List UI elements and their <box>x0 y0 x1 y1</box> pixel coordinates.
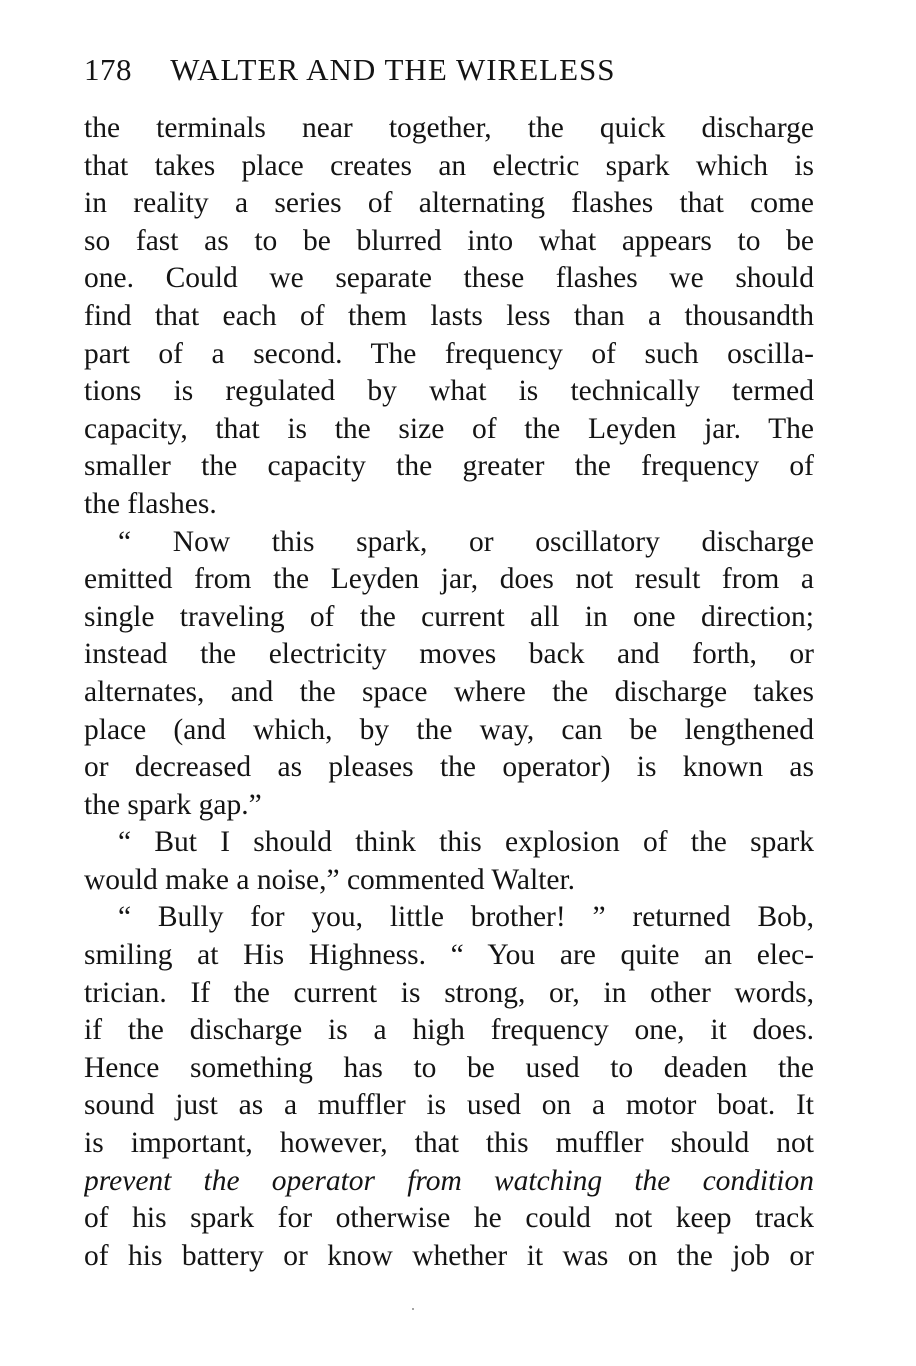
page-number: 178 <box>84 52 132 87</box>
running-head <box>84 50 744 90</box>
text-line: so fast as to be blurred into what appears to be <box>84 224 814 257</box>
text-line: part of a second. The frequency of such oscilla- <box>84 337 814 370</box>
text-line: alternates, and the space where the discharge takes <box>84 675 814 708</box>
text-line: sound just as a muffler is used on a motor boat. It <box>84 1089 814 1122</box>
paragraph-first-line: “ Bully for you, little brother! ” returned Bob, <box>118 901 814 934</box>
text-line: of his battery or know whether it was on the job or <box>84 1239 814 1272</box>
body-text <box>84 110 814 1275</box>
text-line: capacity, that is the size of the Leyden jar. The <box>84 412 814 445</box>
text-line: of his spark for otherwise he could not keep track <box>84 1202 814 1235</box>
print-speck <box>412 1308 414 1310</box>
text-line: place (and which, by the way, can be lengthened <box>84 713 814 746</box>
text-line: if the discharge is a high frequency one, it does. <box>84 1014 814 1047</box>
paragraph-last-line: the flashes. <box>84 487 217 520</box>
text-line: the terminals near together, the quick discharge <box>84 112 814 144</box>
text-line: instead the electricity moves back and forth, or <box>84 638 814 671</box>
text-line: emitted from the Leyden jar, does not result from a <box>84 563 814 596</box>
text-line-italic: prevent the operator from watching the condition <box>84 1164 814 1197</box>
text-line: in reality a series of alternating flashes that come <box>84 187 814 220</box>
text-line: trician. If the current is strong, or, in other words, <box>84 976 814 1009</box>
text-line: Hence something has to be used to deaden the <box>84 1051 814 1084</box>
paragraph-last-line: the spark gap.” <box>84 788 262 821</box>
text-line: smiling at His Highness. “ You are quite an elec- <box>84 939 814 972</box>
text-line: single traveling of the current all in one direction; <box>84 600 814 633</box>
text-line: tions is regulated by what is technically termed <box>84 375 814 408</box>
paragraph-first-line: “ But I should think this explosion of the spark <box>118 826 814 859</box>
paragraph-first-line: “ Now this spark, or oscillatory discharge <box>118 525 814 558</box>
book-title: WALTER AND THE WIRELESS <box>170 52 616 87</box>
text-line: smaller the capacity the greater the frequency of <box>84 450 814 483</box>
text-line: is important, however, that this muffler should not <box>84 1127 814 1160</box>
text-line: one. Could we separate these flashes we should <box>84 262 814 295</box>
text-line: find that each of them lasts less than a thousandth <box>84 299 814 332</box>
text-line: that takes place creates an electric spark which is <box>84 149 814 182</box>
paragraph-last-line: would make a noise,” commented Walter. <box>84 863 576 896</box>
text-line: or decreased as pleases the operator) is known as <box>84 751 814 784</box>
